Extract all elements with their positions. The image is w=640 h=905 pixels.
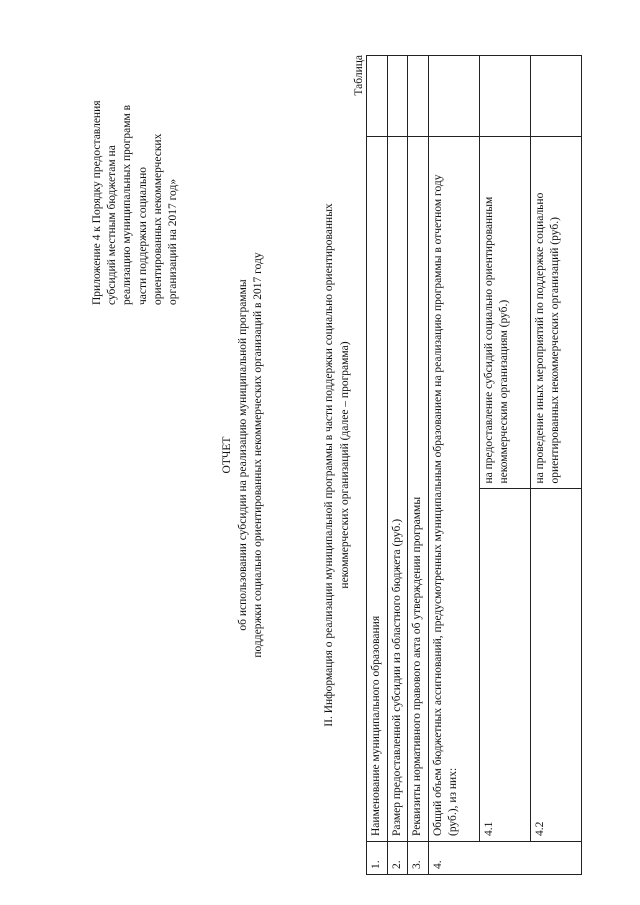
subrow-number: 4.1 (479, 489, 530, 842)
subrow-label: на проведение иных мероприятий по поддержке социально ориентированных некоммерческих организаций (руб.) (530, 137, 581, 490)
table-subrow (479, 56, 530, 875)
section-heading-line: II. Информация о реализации муниципальной программы в части поддержки социально ориентированных (323, 203, 335, 727)
row-value-cell[interactable] (408, 56, 429, 137)
row-label: Размер предоставленной субсидии из областного бюджета (руб.) (387, 137, 408, 842)
row-label: Общий объем бюджетных ассигнований, предусмотренных муниципальным образованием на реализацию программы в отчетном году (руб.), из них: (428, 137, 479, 842)
appendix-note (90, 65, 181, 305)
appendix-line: субсидий местным бюджетам на (106, 145, 119, 305)
section-heading (322, 95, 353, 835)
row-number: 2. (387, 842, 408, 875)
row-number: 3. (408, 842, 429, 875)
section-heading-line: некоммерческих организаций (далее – программа) (338, 341, 351, 589)
report-table (366, 55, 582, 875)
report-heading (220, 155, 267, 755)
appendix-line: организаций на 2017 год» (166, 178, 179, 305)
table-row (428, 56, 479, 875)
row-label: Наименование муниципального образования (367, 137, 388, 842)
report-subtitle-line: об использовании субсидии на реализацию муниципальной программы (236, 279, 249, 631)
row-label: Реквизиты нормативного правового акта об утверждении программы (408, 137, 429, 842)
table-subrow (530, 56, 581, 875)
table-row (387, 56, 408, 875)
report-title: ОТЧЕТ (221, 436, 233, 474)
appendix-line: части поддержки социально (136, 167, 149, 305)
table-row (367, 56, 388, 875)
subrow-value-cell[interactable] (530, 56, 581, 137)
appendix-line: Приложение 4 к Порядку предоставления (91, 100, 103, 305)
appendix-line: реализацию муниципальных программ в (121, 104, 134, 305)
subrow-label: на предоставление субсидий социально ориентированным некоммерческим организациям (руб.) (479, 137, 530, 490)
subrow-number: 4.2 (530, 489, 581, 842)
row-value-cell[interactable] (367, 56, 388, 137)
table-label: Таблица (353, 55, 365, 96)
row-value-cell[interactable] (428, 56, 479, 137)
row-number: 1. (367, 842, 388, 875)
appendix-line: ориентированных некоммерческих (151, 133, 164, 305)
row-number: 4. (428, 842, 581, 875)
row-value-cell[interactable] (387, 56, 408, 137)
report-subtitle-line: поддержки социально ориентированных некоммерческих организаций в 2017 году (252, 252, 265, 658)
subrow-value-cell[interactable] (479, 56, 530, 137)
table-row (408, 56, 429, 875)
